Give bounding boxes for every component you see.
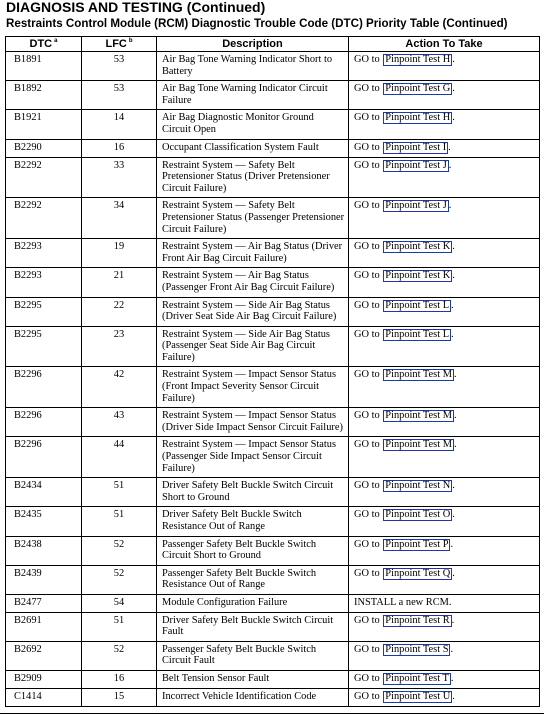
dtc-description: Restraint System — Safety Belt Pretensioner Status (Driver Pretensioner Circuit Failure) — [157, 157, 349, 198]
table-row — [6, 367, 540, 408]
table-row — [6, 139, 540, 157]
action-text: GO to — [354, 690, 380, 702]
dtc-description: Restraint System — Air Bag Status (Driver Front Air Bag Circuit Failure) — [157, 239, 349, 268]
action-text: GO to — [354, 672, 380, 684]
lfc-code: 15 — [82, 688, 157, 706]
pinpoint-test-link[interactable]: Pinpoint Test H — [385, 54, 451, 65]
dtc-description: Restraint System — Side Air Bag Status (Driver Seat Side Air Bag Circuit Failure) — [157, 297, 349, 326]
action-text: GO to — [354, 567, 380, 579]
dtc-code: B2439 — [6, 565, 82, 594]
lfc-code: 21 — [82, 268, 157, 297]
table-header-row — [6, 37, 540, 52]
pinpoint-test-link[interactable]: Pinpoint Test P — [385, 538, 449, 550]
action-to-take — [349, 536, 540, 565]
dtc-code: B2435 — [6, 507, 82, 536]
action-suffix: . — [452, 509, 455, 521]
pinpoint-test-link[interactable]: Pinpoint Test L — [385, 299, 450, 311]
action-to-take — [349, 594, 540, 612]
lfc-code: 52 — [82, 536, 157, 565]
dtc-code: B1892 — [6, 81, 82, 110]
header-action: Action To Take — [349, 37, 540, 52]
table-row — [6, 437, 540, 478]
action-to-take — [349, 507, 540, 536]
table-row — [6, 408, 540, 437]
action-suffix: . — [452, 480, 455, 492]
dtc-code: B2295 — [6, 326, 82, 367]
action-text: GO to — [354, 643, 380, 655]
action-to-take — [349, 297, 540, 326]
action-to-take — [349, 239, 540, 268]
action-to-take — [349, 641, 540, 670]
action-suffix: . — [451, 328, 454, 340]
pinpoint-test-link[interactable]: Pinpoint Test M — [385, 439, 452, 451]
dtc-code: B2909 — [6, 670, 82, 688]
dtc-code: B2692 — [6, 641, 82, 670]
action-to-take — [349, 670, 540, 688]
pinpoint-test-link[interactable]: Pinpoint Test H — [385, 112, 451, 124]
dtc-code: B2293 — [6, 268, 82, 297]
table-row — [6, 198, 540, 239]
action-to-take — [349, 110, 540, 139]
dtc-description: Incorrect Vehicle Identification Code — [157, 688, 349, 706]
action-suffix: . — [452, 54, 455, 65]
dtc-description: Restraint System — Side Air Bag Status (Passenger Seat Side Air Bag Circuit Failure) — [157, 326, 349, 367]
dtc-code: B2293 — [6, 239, 82, 268]
pinpoint-test-link[interactable]: Pinpoint Test G — [385, 83, 451, 95]
table-row — [6, 326, 540, 367]
pinpoint-test-link[interactable]: Pinpoint Test U — [385, 690, 451, 702]
lfc-code: 51 — [82, 478, 157, 507]
table-row — [6, 52, 540, 81]
dtc-description: Passenger Safety Belt Buckle Switch Circuit Fault — [157, 641, 349, 670]
action-to-take — [349, 478, 540, 507]
action-text: GO to — [354, 200, 380, 212]
dtc-description: Restraint System — Impact Sensor Status (Driver Side Impact Sensor Circuit Failure) — [157, 408, 349, 437]
table-row — [6, 507, 540, 536]
header-description: Description — [157, 37, 349, 52]
table-row — [6, 110, 540, 139]
dtc-description: Occupant Classification System Fault — [157, 139, 349, 157]
action-to-take — [349, 326, 540, 367]
lfc-code: 23 — [82, 326, 157, 367]
dtc-code: B2477 — [6, 594, 82, 612]
action-suffix: . — [452, 241, 455, 253]
pinpoint-test-link[interactable]: Pinpoint Test M — [385, 410, 452, 422]
dtc-code: C1414 — [6, 688, 82, 706]
pinpoint-test-link[interactable]: Pinpoint Test N — [385, 480, 451, 492]
table-row — [6, 670, 540, 688]
pinpoint-test-link[interactable]: Pinpoint Test J — [385, 159, 447, 171]
action-to-take — [349, 198, 540, 239]
table-row — [6, 297, 540, 326]
action-text: GO to — [354, 299, 380, 311]
header-lfc: LFC $^b$ — [82, 37, 157, 52]
table-row — [6, 641, 540, 670]
header-dtc: DTC $^a$ — [6, 37, 82, 52]
lfc-code: 19 — [82, 239, 157, 268]
lfc-code: 52 — [82, 565, 157, 594]
action-text: GO to — [354, 538, 380, 550]
lfc-code: 52 — [82, 641, 157, 670]
lfc-code: 14 — [82, 110, 157, 139]
dtc-description: Air Bag Tone Warning Indicator Short to Battery — [157, 52, 349, 81]
action-to-take — [349, 52, 540, 81]
dtc-description: Restraint System — Impact Sensor Status (Passenger Side Impact Sensor Circuit Failure) — [157, 437, 349, 478]
lfc-code: 43 — [82, 408, 157, 437]
dtc-code: B2295 — [6, 297, 82, 326]
pinpoint-test-link[interactable]: Pinpoint Test S — [385, 643, 449, 655]
page-heading: DIAGNOSIS AND TESTING (Continued) — [6, 0, 266, 15]
table-row — [6, 157, 540, 198]
action-suffix: . — [453, 369, 457, 381]
action-text: GO to — [354, 439, 380, 451]
action-suffix: . — [450, 538, 454, 550]
table-row — [6, 688, 540, 706]
dtc-description: Air Bag Tone Warning Indicator Circuit Failure — [157, 81, 349, 110]
table-row — [6, 612, 540, 641]
lfc-code: 44 — [82, 437, 157, 478]
lfc-code: 22 — [82, 297, 157, 326]
action-text: GO to — [354, 369, 380, 381]
action-suffix: . — [452, 83, 455, 95]
pinpoint-test-link[interactable]: Pinpoint Test Q — [385, 567, 451, 579]
pinpoint-test-link[interactable]: Pinpoint Test M — [385, 369, 452, 381]
action-suffix: . — [448, 159, 452, 171]
dtc-description: Restraint System — Air Bag Status (Passenger Front Air Bag Circuit Failure) — [157, 268, 349, 297]
dtc-code: B2438 — [6, 536, 82, 565]
lfc-code: 16 — [82, 670, 157, 688]
dtc-description: Driver Safety Belt Buckle Switch Circuit Fault — [157, 612, 349, 641]
dtc-description: Passenger Safety Belt Buckle Switch Resistance Out of Range — [157, 565, 349, 594]
lfc-code: 16 — [82, 139, 157, 157]
table-row — [6, 478, 540, 507]
dtc-code: B2296 — [6, 437, 82, 478]
dtc-code: B2290 — [6, 139, 82, 157]
action-suffix: . — [450, 672, 454, 684]
action-to-take — [349, 688, 540, 706]
pinpoint-test-link[interactable]: Pinpoint Test T — [385, 672, 449, 684]
dtc-description: Driver Safety Belt Buckle Switch Resistance Out of Range — [157, 507, 349, 536]
lfc-code: 54 — [82, 594, 157, 612]
action-to-take — [349, 437, 540, 478]
dtc-code: B2292 — [6, 198, 82, 239]
dtc-description: Driver Safety Belt Buckle Switch Circuit Short to Ground — [157, 478, 349, 507]
dtc-description: Module Configuration Failure — [157, 594, 349, 612]
action-suffix: . — [451, 614, 455, 626]
action-to-take — [349, 565, 540, 594]
action-to-take — [349, 408, 540, 437]
action-text: GO to — [354, 270, 380, 282]
action-text: GO to — [354, 480, 380, 492]
dtc-description: Air Bag Diagnostic Monitor Ground Circuit Open — [157, 110, 349, 139]
pinpoint-test-link[interactable]: Pinpoint Test K — [385, 270, 451, 282]
dtc-code: B1921 — [6, 110, 82, 139]
table-body — [6, 52, 540, 707]
dtc-code: B1891 — [6, 52, 82, 81]
table-row — [6, 565, 540, 594]
dtc-priority-table — [5, 36, 540, 707]
action-to-take — [349, 81, 540, 110]
table-row — [6, 268, 540, 297]
action-to-take — [349, 157, 540, 198]
dtc-description: Restraint System — Impact Sensor Status (Front Impact Severity Sensor Circuit Failure) — [157, 367, 349, 408]
action-text: GO to — [354, 614, 380, 626]
lfc-code: 53 — [82, 52, 157, 81]
pinpoint-test-link[interactable]: Pinpoint Test R — [385, 614, 450, 626]
dtc-code: B2296 — [6, 367, 82, 408]
lfc-code: 34 — [82, 198, 157, 239]
table-row — [6, 81, 540, 110]
pinpoint-test-link[interactable]: Pinpoint Test L — [385, 328, 450, 340]
lfc-code: 42 — [82, 367, 157, 408]
action-suffix: . — [452, 270, 455, 282]
table-row — [6, 239, 540, 268]
action-suffix: . — [448, 200, 452, 212]
pinpoint-test-link[interactable]: Pinpoint Test K — [385, 241, 451, 253]
action-suffix: . — [453, 439, 457, 451]
action-suffix: . — [453, 410, 457, 422]
dtc-code: B2296 — [6, 408, 82, 437]
table-row — [6, 594, 540, 612]
dtc-description: Restraint System — Safety Belt Pretensioner Status (Passenger Pretensioner Circuit Failure) — [157, 198, 349, 239]
action-suffix: . — [451, 299, 454, 311]
action-text: GO to — [354, 83, 380, 95]
action-suffix: . — [452, 690, 455, 702]
page-bottom-rule — [0, 713, 544, 714]
action-text: GO to — [354, 241, 380, 253]
action-text: GO to — [354, 159, 380, 171]
action-suffix: . — [448, 141, 451, 153]
footnote-b: b — [128, 38, 133, 44]
action-text: GO to — [354, 328, 380, 340]
pinpoint-test-link[interactable]: Pinpoint Test I — [385, 141, 447, 153]
dtc-code: B2434 — [6, 478, 82, 507]
table-title: Restraints Control Module (RCM) Diagnostic Trouble Code (DTC) Priority Table (Continued) — [6, 17, 508, 30]
action-text: GO to — [354, 54, 380, 65]
dtc-code: B2691 — [6, 612, 82, 641]
pinpoint-test-link[interactable]: Pinpoint Test O — [385, 509, 451, 521]
action-to-take — [349, 268, 540, 297]
dtc-code: B2292 — [6, 157, 82, 198]
dtc-description: Passenger Safety Belt Buckle Switch Circuit Short to Ground — [157, 536, 349, 565]
action-to-take — [349, 612, 540, 641]
action-to-take — [349, 367, 540, 408]
action-suffix: . — [452, 567, 455, 579]
footnote-a: a — [54, 38, 58, 44]
action-text: GO to — [354, 410, 380, 422]
pinpoint-test-link[interactable]: Pinpoint Test J — [385, 200, 447, 212]
lfc-code: 53 — [82, 81, 157, 110]
action-text: GO to — [354, 141, 380, 153]
action-to-take — [349, 139, 540, 157]
action-text: GO to — [354, 509, 380, 521]
table-row — [6, 536, 540, 565]
dtc-description: Belt Tension Sensor Fault — [157, 670, 349, 688]
action-text: GO to — [354, 112, 380, 124]
action-text: INSTALL a new RCM. — [354, 596, 452, 608]
action-suffix: . — [452, 112, 455, 124]
lfc-code: 51 — [82, 507, 157, 536]
lfc-code: 33 — [82, 157, 157, 198]
lfc-code: 51 — [82, 612, 157, 641]
action-suffix: . — [450, 643, 454, 655]
